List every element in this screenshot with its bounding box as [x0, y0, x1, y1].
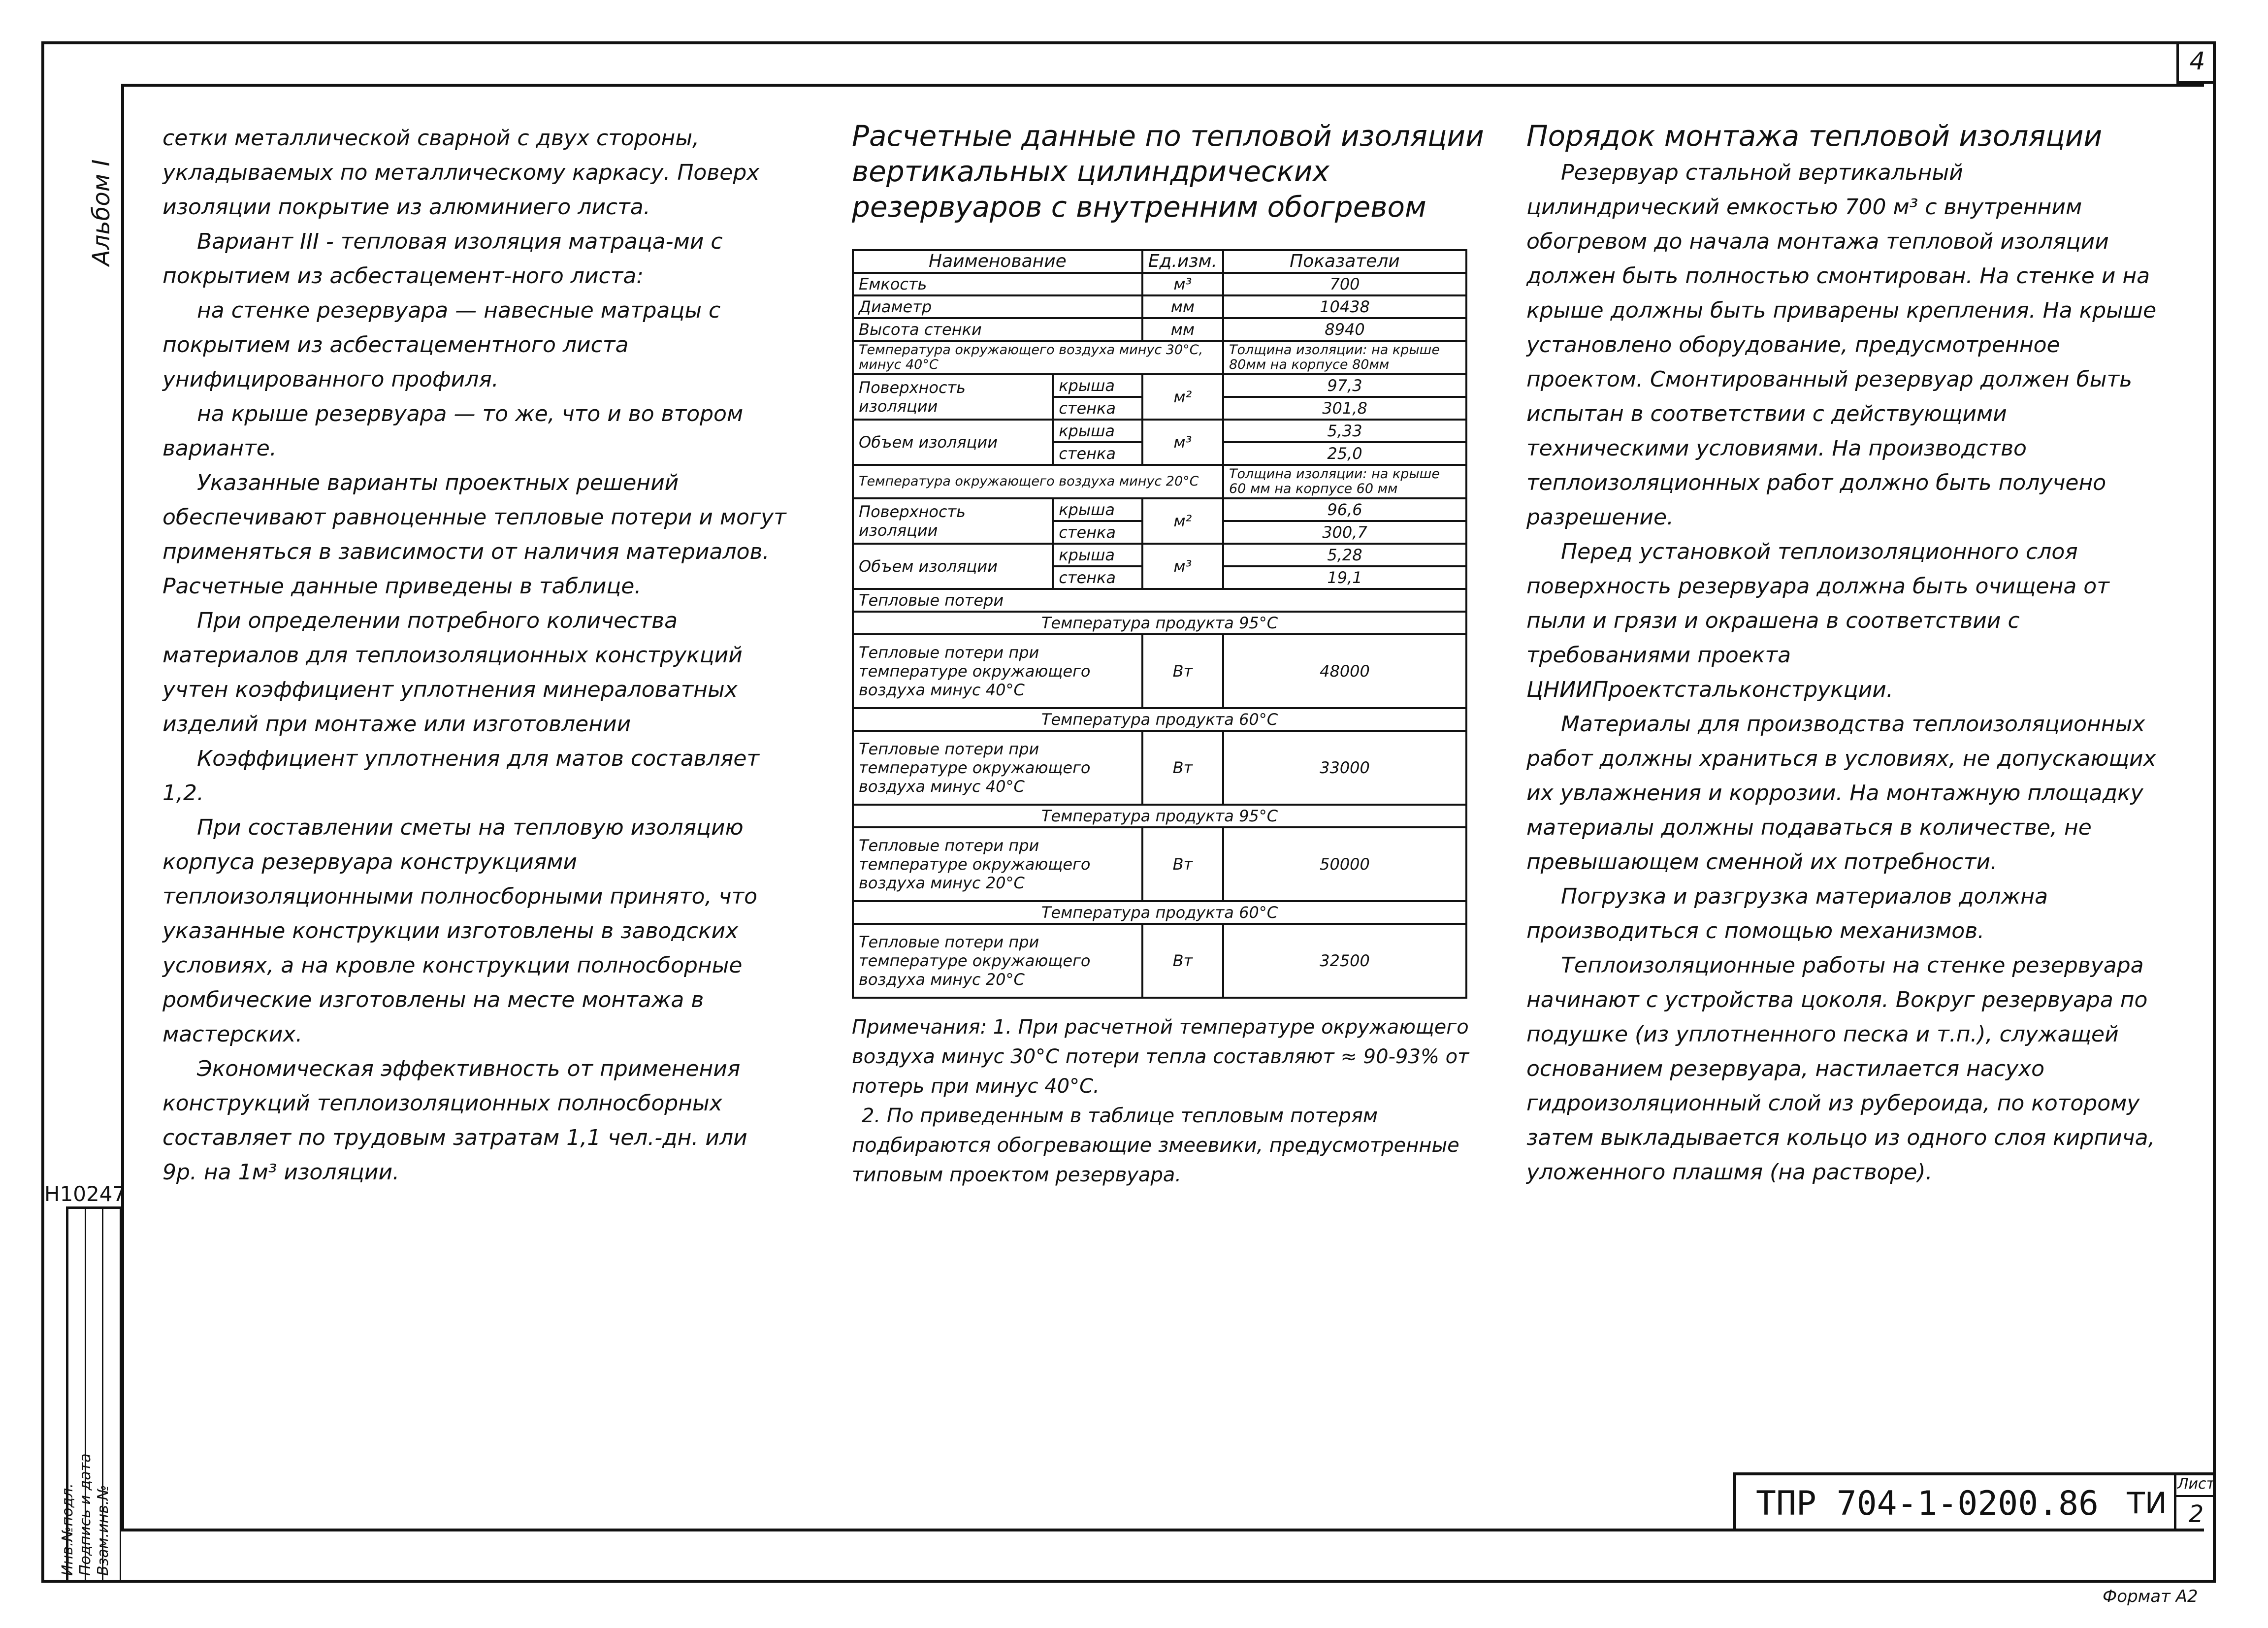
product-temp: Температура продукта 60°С — [853, 708, 1466, 731]
product-temp: Температура продукта 60°С — [853, 901, 1466, 924]
side-label-inv: Инв.№подл. — [59, 1483, 77, 1576]
document-code: ТПР 704-1-0200.86 — [1756, 1484, 2099, 1523]
insulation-data-table — [852, 249, 1467, 999]
row-name: Высота стенки — [853, 318, 1142, 341]
sub-roof: крыша — [1053, 498, 1142, 521]
block-temp: Температура окружающего воздуха минус 30°С, минус 40°С — [853, 341, 1223, 374]
sheet-box — [2176, 1475, 2216, 1531]
sheet-number: 4 — [2176, 41, 2216, 84]
loss-unit: Вт — [1142, 924, 1223, 998]
losses-title: Тепловые потери — [853, 589, 1466, 612]
value: 97,3 — [1223, 374, 1466, 397]
loss-unit: Вт — [1142, 827, 1223, 901]
sub-wall: стенка — [1053, 397, 1142, 420]
loss-value: 32500 — [1223, 924, 1466, 998]
block-thickness: Толщина изоляции: на крыше 60 мм на корпусе 60 мм — [1223, 465, 1466, 498]
loss-label: Тепловые потери при температуре окружающего воздуха минус 20°С — [853, 924, 1142, 998]
sub-wall: стенка — [1053, 442, 1142, 465]
table-title: Расчетные данные по тепловой изоляции вертикальных цилиндрических резервуаров с внутренним обогревом — [852, 119, 1484, 224]
row-unit: м³ — [1142, 273, 1223, 295]
header-unit: Ед.изм. — [1142, 250, 1223, 273]
loss-value: 48000 — [1223, 634, 1466, 708]
side-label-sign: Подпись и дата — [77, 1453, 94, 1576]
volume-label: Объем изоляции — [853, 544, 1053, 589]
block-temp: Температура окружающего воздуха минус 20°С — [853, 465, 1223, 498]
unit: м² — [1142, 374, 1223, 420]
surface-label: Поверхность изоляции — [853, 374, 1053, 420]
value: 5,28 — [1223, 544, 1466, 566]
sub-wall: стенка — [1053, 566, 1142, 589]
surface-label: Поверхность изоляции — [853, 498, 1053, 544]
sheet-label: Лист — [2176, 1475, 2216, 1497]
row-name: Диаметр — [853, 295, 1142, 318]
document-type: ТИ — [2120, 1475, 2176, 1531]
unit: м³ — [1142, 420, 1223, 465]
text-column-middle — [852, 118, 1487, 1190]
loss-label: Тепловые потери при температуре окружающего воздуха минус 40°С — [853, 731, 1142, 805]
paragraph: Перед установкой теплоизоляционного слоя поверхность резервуара должна быть очищена от пыли и грязи и окрашена в соответствии с требованиями проекта ЦНИИПроектстальконструкции. — [1526, 539, 2109, 702]
value: 96,6 — [1223, 498, 1466, 521]
row-value: 700 — [1223, 273, 1466, 295]
paragraph: Погрузка и разгрузка материалов должна производиться с помощью механизмов. — [1526, 884, 2048, 944]
product-temp: Температура продукта 95°С — [853, 805, 1466, 827]
paragraph: сетки металлической сварной с двух стороны, укладываемых по металлическому каркасу. Поверх изоляции покрытие из алюминиего листа. — [162, 126, 760, 220]
note: 2. По приведенным в таблице тепловым потерям подбираются обогревающие змеевики, предусмотренные типовым проектом резервуара. — [852, 1105, 1459, 1186]
note: Примечания: 1. При расчетной температуре окружающего воздуха минус 30°С потери тепла составляют ≈ 90-93% от потерь при минус 40°С. — [852, 1016, 1469, 1098]
paragraph: При определении потребного количества материалов для теплоизоляционных конструкций учтен коэффициент уплотнения минераловатных изделий при монтаже или изготовлении — [162, 608, 743, 737]
sub-roof: крыша — [1053, 544, 1142, 566]
row-name: Емкость — [853, 273, 1142, 295]
header-name: Наименование — [853, 250, 1142, 273]
section-title: Порядок монтажа тепловой изоляции — [1526, 119, 2103, 153]
loss-label: Тепловые потери при температуре окружающего воздуха минус 20°С — [853, 827, 1142, 901]
block-thickness: Толщина изоляции: на крыше 80мм на корпусе 80мм — [1223, 341, 1466, 374]
loss-unit: Вт — [1142, 634, 1223, 708]
row-unit: мм — [1142, 318, 1223, 341]
unit: м² — [1142, 498, 1223, 544]
inventory-number: H10247 — [44, 1182, 126, 1206]
paragraph: Указанные варианты проектных решений обеспечивают равноценные тепловые потери и могут применяться в зависимости от наличия материалов. Расчетные данные приведены в таблице. — [162, 470, 786, 599]
value: 301,8 — [1223, 397, 1466, 420]
row-value: 8940 — [1223, 318, 1466, 341]
table-notes — [852, 1012, 1487, 1190]
value: 25,0 — [1223, 442, 1466, 465]
paragraph: Коэффициент уплотнения для матов составляет 1,2. — [162, 746, 760, 806]
value: 300,7 — [1223, 521, 1466, 544]
format-label: Формат А2 — [2103, 1587, 2198, 1606]
loss-value: 50000 — [1223, 827, 1466, 901]
header-value: Показатели — [1223, 250, 1466, 273]
paragraph: При составлении сметы на тепловую изоляцию корпуса резервуара конструкциями теплоизоляционными полносборными принято, что указанные конструкции изготовлены в заводских условиях, а на кровле конструкции полносборные ромбические изготовлены на месте монтажа в мастерских. — [162, 815, 758, 1047]
text-column-left — [162, 121, 788, 1190]
side-stamp-strip — [59, 1206, 121, 1581]
loss-unit: Вт — [1142, 731, 1223, 805]
sub-roof: крыша — [1053, 420, 1142, 442]
paragraph: Теплоизоляционные работы на стенке резервуара начинают с устройства цоколя. Вокруг резервуара по подушке (из уплотненного песка и т.п.), служащей основанием резервуара, настилается насухо гидроизоляционный слой из рубероида, по которому затем выкладывается кольцо из одного слоя кирпича, уложенного плашмя (на растворе). — [1526, 953, 2155, 1185]
paragraph: Резервуар стальной вертикальный цилиндрический емкостью 700 м³ с внутренним обогревом до начала монтажа тепловой изоляции должен быть полностью смонтирован. На стенке и на крыше должны быть приварены крепления. На крыше установлено оборудование, предусмотренное проектом. Смонтированный резервуар должен быть испытан в соответствии с действующими техническими условиями. На производство теплоизоляционных работ должно быть получено разрешение. — [1526, 160, 2157, 530]
paragraph: на стенке резервуара — навесные матрацы с покрытием из асбестацементного листа унифицированного профиля. — [162, 298, 721, 392]
sub-roof: крыша — [1053, 374, 1142, 397]
unit: м³ — [1142, 544, 1223, 589]
loss-value: 33000 — [1223, 731, 1466, 805]
volume-label: Объем изоляции — [853, 420, 1053, 465]
value: 19,1 — [1223, 566, 1466, 589]
title-block — [1733, 1472, 2216, 1531]
sheet-value: 2 — [2188, 1500, 2204, 1528]
paragraph: на крыше резервуара — то же, что и во втором варианте. — [162, 401, 744, 461]
sub-wall: стенка — [1053, 521, 1142, 544]
product-temp: Температура продукта 95°С — [853, 612, 1466, 634]
value: 5,33 — [1223, 420, 1466, 442]
side-label-replace: Взам.инв.№ — [94, 1485, 112, 1576]
loss-label: Тепловые потери при температуре окружающего воздуха минус 40°С — [853, 634, 1142, 708]
text-column-right — [1526, 118, 2162, 1190]
paragraph: Экономическая эффективность от применения конструкций теплоизоляционных полносборных составляет по трудовым затратам 1,1 чел.-дн. или 9р. на 1м³ изоляции. — [162, 1056, 747, 1185]
row-value: 10438 — [1223, 295, 1466, 318]
album-label: Альбом I — [88, 159, 115, 266]
paragraph: Материалы для производства теплоизоляционных работ должны храниться в условиях, не допускающих их увлажнения и коррозии. На монтажную площадку материалы должны подаваться в количестве, не превышающем сменной их потребности. — [1526, 712, 2156, 875]
row-unit: мм — [1142, 295, 1223, 318]
paragraph: Вариант III - тепловая изоляция матраца-ми с покрытием из асбестацемент-ного листа: — [162, 229, 723, 289]
